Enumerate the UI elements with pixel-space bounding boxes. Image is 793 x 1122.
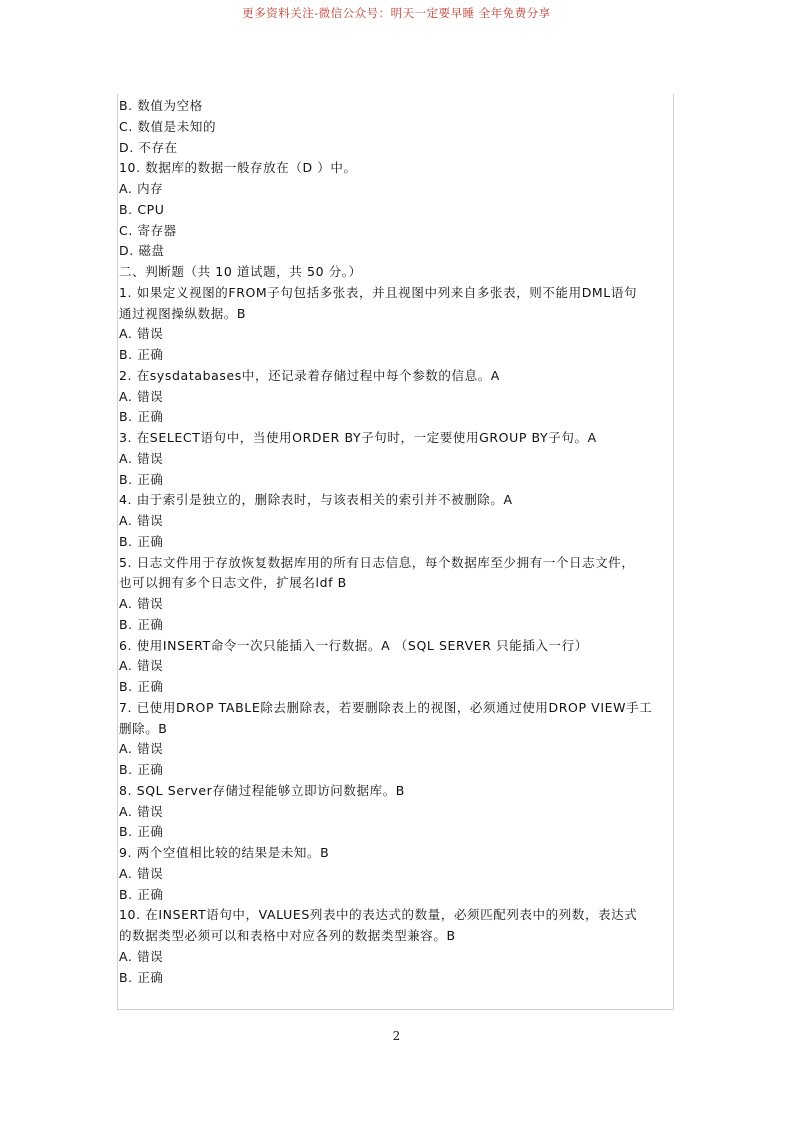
question-line: 删除。B: [119, 720, 168, 736]
question-line: 6. 使用INSERT命令一次只能插入一行数据。A （SQL SERVER 只能插入一行）: [119, 637, 588, 653]
option-line: D. 磁盘: [119, 243, 165, 259]
question-text-block: [119, 96, 675, 988]
option-line: A. 错误: [119, 513, 164, 528]
question-line: 5. 日志文件用于存放恢复数据库用的所有日志信息，每个数据库至少拥有一个日志文件，: [119, 554, 635, 570]
option-line: B. 正确: [119, 824, 164, 840]
option-line: B. 正确: [119, 409, 164, 425]
option-line: A. 错误: [119, 803, 164, 819]
option-line: A. 错误: [119, 741, 164, 757]
option-line: B. CPU: [119, 201, 165, 217]
question-line: 1. 如果定义视图的FROM子句包括多张表，并且视图中列来自多张表，则不能用DML语句: [119, 284, 638, 300]
question-line: 9. 两个空值相比较的结果是未知。B: [119, 845, 330, 860]
page-number: 2: [392, 1029, 401, 1043]
section-heading: 二、判断题（共 10 道试题，共 50 分。）: [119, 264, 362, 279]
page-header-banner: 更多资料关注-微信公众号：明天一定要早睡 全年免费分享: [242, 6, 551, 20]
option-line: A. 内存: [119, 181, 164, 196]
option-line: A. 错误: [119, 450, 164, 466]
option-line: B. 正确: [119, 679, 164, 694]
option-line: A. 错误: [119, 596, 164, 611]
question-line: 2. 在sysdatabases中，还记录着存储过程中每个参数的信息。A: [119, 367, 500, 383]
option-line: B. 正确: [119, 762, 164, 777]
option-line: A. 错误: [119, 948, 164, 964]
option-line: A. 错误: [119, 658, 164, 674]
question-line: 通过视图操纵数据。B: [119, 305, 247, 321]
question-line: 的数据类型必须可以和表格中对应各列的数据类型兼容。B: [119, 928, 456, 943]
option-line: B. 正确: [119, 533, 164, 549]
option-line: A. 错误: [119, 388, 164, 404]
option-line: A. 错误: [119, 326, 164, 342]
option-line: B. 正确: [119, 347, 164, 362]
question-line: 也可以拥有多个日志文件，扩展名ldf B: [119, 575, 347, 591]
text-line: C. 数值是未知的: [119, 118, 217, 134]
option-line: B. 正确: [119, 969, 164, 985]
question-line: 10. 数据库的数据一般存放在（D ）中。: [119, 160, 357, 176]
text-line: D. 不存在: [119, 139, 178, 155]
question-line: 4. 由于索引是独立的，删除表时，与该表相关的索引并不被删除。A: [119, 492, 513, 508]
option-line: B. 正确: [119, 471, 164, 487]
question-line: 10. 在INSERT语句中，VALUES列表中的表达式的数量，必须匹配列表中的列数，表达式: [119, 907, 638, 923]
text-line: B. 数值为空格: [119, 98, 203, 113]
option-line: B. 正确: [119, 886, 164, 902]
option-line: A. 错误: [119, 865, 164, 881]
option-line: C. 寄存器: [119, 222, 177, 238]
question-line: 3. 在SELECT语句中，当使用ORDER BY子句时，一定要使用GROUP BY子句。A: [119, 430, 597, 445]
option-line: B. 正确: [119, 616, 164, 632]
question-line: 7. 已使用DROP TABLE除去删除表，若要删除表上的视图，必须通过使用DROP VIEW手工: [119, 699, 653, 715]
question-line: 8. SQL Server存储过程能够立即访问数据库。B: [119, 782, 405, 798]
